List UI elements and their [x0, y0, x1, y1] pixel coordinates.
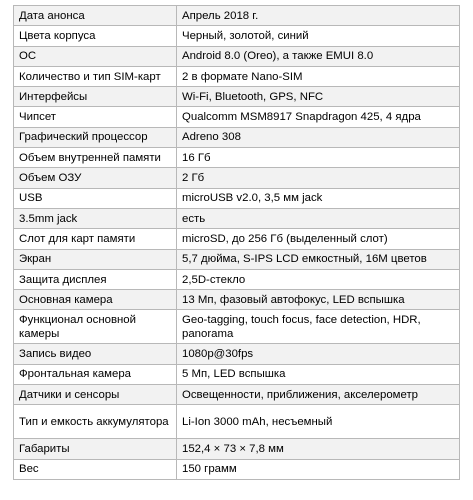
spec-value: есть — [177, 208, 460, 228]
spec-label: Датчики и сенсоры — [14, 385, 177, 405]
table-row — [14, 87, 460, 107]
table-row — [14, 127, 460, 147]
spec-value: 5,7 дюйма, S-IPS LCD емкостный, 16M цветов — [177, 249, 460, 269]
spec-label: Тип и емкость аккумулятора — [14, 405, 177, 439]
spec-value: 150 грамм — [177, 459, 460, 479]
table-row — [14, 168, 460, 188]
spec-label: Цвета корпуса — [14, 26, 177, 46]
table-row — [14, 46, 460, 66]
table-row — [14, 310, 460, 344]
spec-value: 152,4 × 73 × 7,8 мм — [177, 439, 460, 459]
table-row — [14, 290, 460, 310]
spec-value: 2 в формате Nano-SIM — [177, 66, 460, 86]
table-row — [14, 66, 460, 86]
spec-label: Основная камера — [14, 290, 177, 310]
spec-label: Экран — [14, 249, 177, 269]
table-row — [14, 269, 460, 289]
spec-label: Количество и тип SIM-карт — [14, 66, 177, 86]
table-row — [14, 208, 460, 228]
table-row — [14, 6, 460, 26]
spec-value: Geo-tagging, touch focus, face detection, HDR, panorama — [177, 310, 460, 344]
table-row — [14, 188, 460, 208]
table-row — [14, 344, 460, 364]
spec-label: Графический процессор — [14, 127, 177, 147]
spec-value: microSD, до 256 Гб (выделенный слот) — [177, 229, 460, 249]
spec-label: Чипсет — [14, 107, 177, 127]
spec-value: 1080p@30fps — [177, 344, 460, 364]
spec-label: Габариты — [14, 439, 177, 459]
table-row — [14, 229, 460, 249]
spec-value: Qualcomm MSM8917 Snapdragon 425, 4 ядра — [177, 107, 460, 127]
spec-value: 13 Мп, фазовый автофокус, LED вспышка — [177, 290, 460, 310]
spec-label: Запись видео — [14, 344, 177, 364]
spec-value: Апрель 2018 г. — [177, 6, 460, 26]
table-row — [14, 148, 460, 168]
spec-table — [13, 5, 460, 480]
spec-label: 3.5mm jack — [14, 208, 177, 228]
spec-value: Android 8.0 (Oreo), а также EMUI 8.0 — [177, 46, 460, 66]
spec-table-body — [14, 6, 460, 480]
spec-value: 2 Гб — [177, 168, 460, 188]
spec-value: 2,5D-стекло — [177, 269, 460, 289]
spec-label: Функционал основной камеры — [14, 310, 177, 344]
spec-label: Защита дисплея — [14, 269, 177, 289]
spec-value: microUSB v2.0, 3,5 мм jack — [177, 188, 460, 208]
spec-value: Li-Ion 3000 mAh, несъемный — [177, 405, 460, 439]
table-row — [14, 459, 460, 479]
spec-value: Освещенности, приближения, акселерометр — [177, 385, 460, 405]
spec-label: Вес — [14, 459, 177, 479]
spec-label: ОС — [14, 46, 177, 66]
spec-value: 5 Мп, LED вспышка — [177, 364, 460, 384]
table-row — [14, 405, 460, 439]
spec-value: 16 Гб — [177, 148, 460, 168]
table-row — [14, 26, 460, 46]
spec-label: Дата анонса — [14, 6, 177, 26]
spec-label: Интерфейсы — [14, 87, 177, 107]
table-row — [14, 439, 460, 459]
spec-label: Фронтальная камера — [14, 364, 177, 384]
table-row — [14, 364, 460, 384]
spec-value: Adreno 308 — [177, 127, 460, 147]
table-row — [14, 249, 460, 269]
spec-label: Объем ОЗУ — [14, 168, 177, 188]
spec-label: Объем внутренней памяти — [14, 148, 177, 168]
table-row — [14, 107, 460, 127]
spec-label: USB — [14, 188, 177, 208]
spec-label: Слот для карт памяти — [14, 229, 177, 249]
spec-value: Черный, золотой, синий — [177, 26, 460, 46]
table-row — [14, 385, 460, 405]
spec-value: Wi-Fi, Bluetooth, GPS, NFC — [177, 87, 460, 107]
